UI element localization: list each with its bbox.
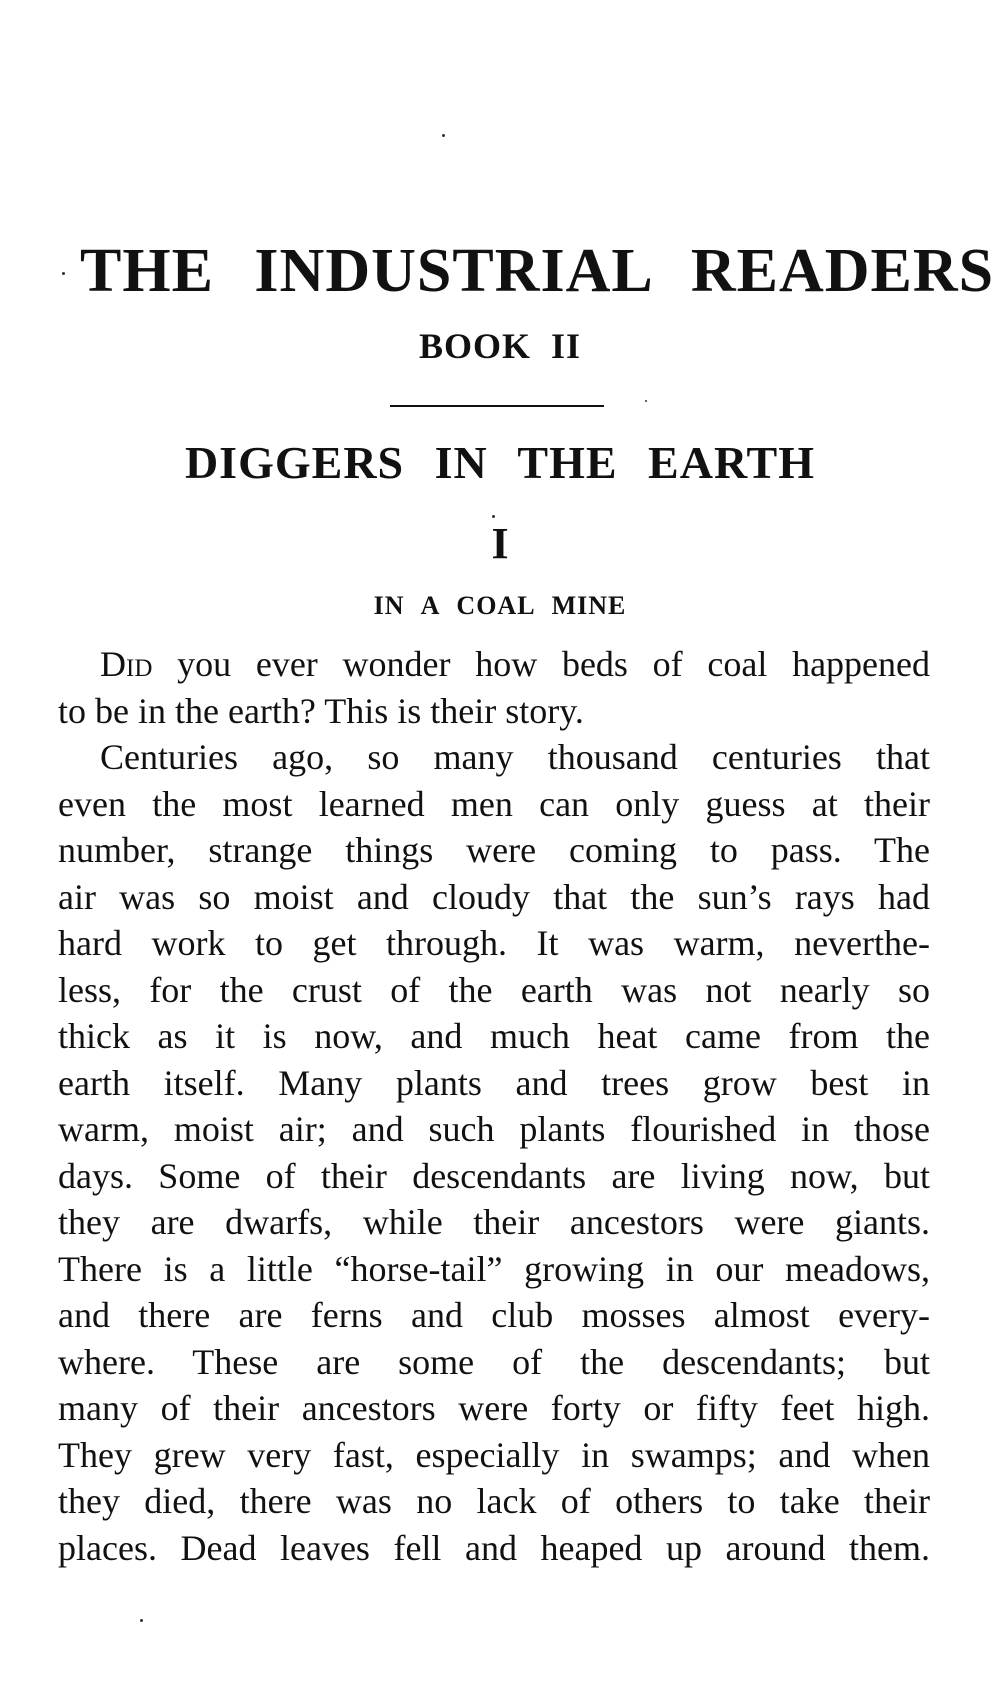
text-line: number, strange things were coming to pass. The <box>58 830 930 870</box>
text-line: places. Dead leaves fell and heaped up around them. <box>58 1527 930 1568</box>
book-label: BOOK II <box>418 326 582 366</box>
text-line: days. Some of their descendants are living now, but <box>58 1155 930 1196</box>
text-line: There is a little “horse-tail” growing in our meadows, <box>58 1248 930 1289</box>
text-line: Centuries ago, so many thousand centuries that <box>100 737 930 777</box>
chapter-number: I <box>491 519 509 568</box>
text-line: and there are ferns and club mosses almost every- <box>58 1295 930 1335</box>
text-line: They grew very fast, especially in swamps; and when <box>58 1434 930 1475</box>
text-line: they are dwarfs, while their ancestors were giants. <box>58 1202 930 1242</box>
text-line: warm, moist air; and such plants flourished in those <box>58 1109 930 1149</box>
scan-speck <box>492 515 495 518</box>
scan-speck <box>645 400 647 402</box>
text-line: where. These are some of the descendants; but <box>58 1341 930 1382</box>
drop-word: Did <box>100 644 153 684</box>
text-line: to be in the earth? This is their story. <box>58 690 584 731</box>
text-line: many of their ancestors were forty or fifty feet high. <box>58 1388 930 1428</box>
book-title: DIGGERS IN THE EARTH <box>184 437 816 488</box>
text-line: air was so moist and cloudy that the sun’s rays had <box>58 876 930 917</box>
scan-speck <box>442 134 445 137</box>
text-line: even the most learned men can only guess at their <box>58 783 930 824</box>
title-divider <box>390 405 604 407</box>
text-line: thick as it is now, and much heat came from the <box>58 1016 930 1056</box>
text-line: they died, there was no lack of others to take their <box>58 1481 930 1521</box>
chapter-title: IN A COAL MINE <box>373 591 627 620</box>
body-text <box>58 641 930 1571</box>
series-title: THE INDUSTRIAL READERS <box>80 237 995 305</box>
scan-speck <box>62 272 65 275</box>
text-line: hard work to get through. It was warm, neverthe- <box>58 923 930 963</box>
scan-speck <box>140 1619 143 1622</box>
text-line: Did you ever wonder how beds of coal happened <box>100 644 930 684</box>
text-line: less, for the crust of the earth was not nearly so <box>58 969 930 1010</box>
text-line: earth itself. Many plants and trees grow best in <box>58 1062 930 1103</box>
